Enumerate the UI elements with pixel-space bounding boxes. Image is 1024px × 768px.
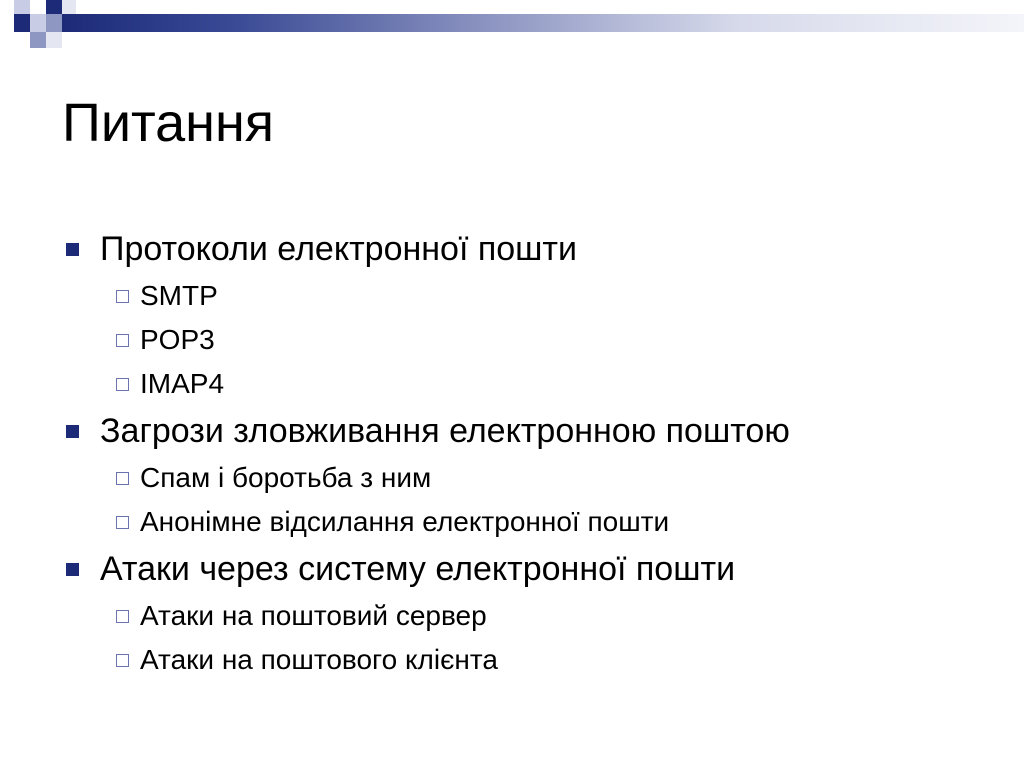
- decor-square: [46, 32, 62, 48]
- sub-list-item-label: Анонімне відсилання електронної пошти: [140, 506, 670, 537]
- decor-square: [30, 14, 46, 32]
- decor-square: [14, 14, 30, 32]
- slide-title: Питання: [62, 93, 275, 153]
- sub-list-item-label: POP3: [140, 324, 215, 355]
- sub-list-item-label: Спам і боротьба з ним: [140, 462, 432, 493]
- filled-square-bullet-icon: [66, 563, 79, 576]
- decor-square: [62, 0, 76, 14]
- header-gradient-bar: [62, 14, 1024, 32]
- list-item: [60, 548, 990, 590]
- list-item: [60, 410, 990, 452]
- hollow-square-bullet-icon: [116, 378, 129, 391]
- sub-list-item: [60, 362, 990, 406]
- bullet-list: [60, 228, 990, 682]
- hollow-square-bullet-icon: [116, 516, 129, 529]
- hollow-square-bullet-icon: [116, 472, 129, 485]
- list-item-label: Атаки через систему електронної пошти: [100, 550, 736, 588]
- hollow-square-bullet-icon: [116, 610, 129, 623]
- sub-list-item-label: IMAP4: [140, 368, 225, 399]
- sub-list-item: [60, 638, 990, 682]
- sub-list-item-label: Атаки на поштового клієнта: [140, 644, 498, 675]
- list-item-label: Протоколи електронної пошти: [100, 230, 577, 268]
- sub-list-item-label: Атаки на поштовий сервер: [140, 600, 487, 631]
- sub-list-item: [60, 274, 990, 318]
- sub-list-item: [60, 594, 990, 638]
- filled-square-bullet-icon: [66, 425, 79, 438]
- sub-list-item: [60, 318, 990, 362]
- decor-square: [30, 32, 46, 48]
- hollow-square-bullet-icon: [116, 654, 129, 667]
- hollow-square-bullet-icon: [116, 334, 129, 347]
- sub-list-item-label: SMTP: [140, 280, 218, 311]
- sub-list-item: [60, 500, 990, 544]
- list-item-label: Загрози зловживання електронною поштою: [100, 412, 790, 450]
- decor-square: [14, 0, 30, 14]
- header-decoration: [0, 0, 1024, 52]
- decor-square: [46, 0, 62, 14]
- list-item: [60, 228, 990, 270]
- hollow-square-bullet-icon: [116, 290, 129, 303]
- filled-square-bullet-icon: [66, 243, 79, 256]
- decor-square: [46, 14, 62, 32]
- sub-list-item: [60, 456, 990, 500]
